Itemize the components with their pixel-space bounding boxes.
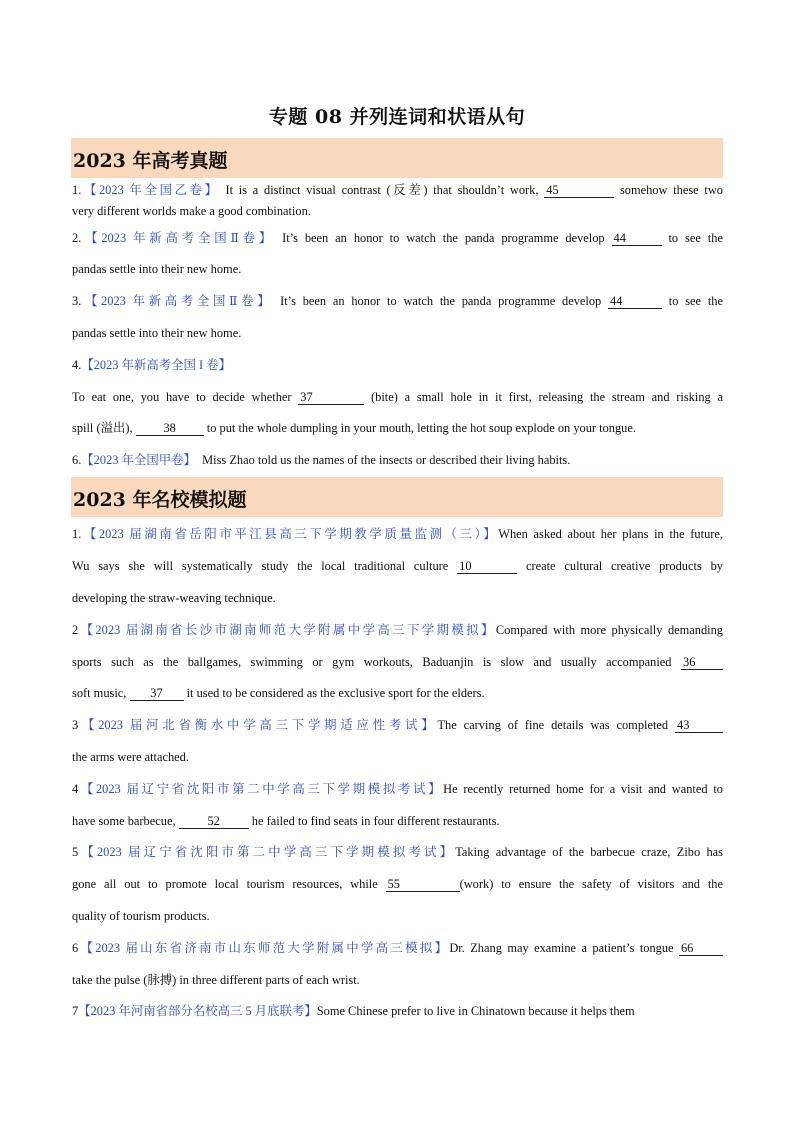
question-number: 5	[72, 845, 79, 859]
question-source: 【2023 届湖南省长沙市湖南师范大学附属中学高三下学期模拟】	[78, 623, 496, 637]
question-text: have some barbecue,	[72, 814, 176, 828]
question-text: sports such as the ballgames, swimming or gym workouts, Baduanjin is slow and usually accompanied	[72, 655, 672, 669]
question-line	[72, 230, 723, 246]
question-line	[72, 717, 723, 733]
question-number: 2.	[72, 231, 82, 245]
answer-blank: 55	[386, 878, 460, 892]
question-text: (bite) a small hole in it first, releasing the stream and risking a	[371, 390, 723, 404]
question-source: 【2023 年新高考全国 I 卷】	[81, 358, 232, 372]
answer-blank: 37	[130, 687, 184, 701]
question-text: to see the	[668, 294, 723, 308]
question-text: He recently returned home for a visit and wanted to	[443, 782, 723, 796]
section-heading: 2023 年高考真题	[73, 150, 228, 172]
question-text: somehow these two	[619, 183, 723, 197]
question-line	[72, 389, 723, 405]
question-line: very different worlds make a good combination.	[72, 204, 311, 218]
question-source: 【2023 年新高考全国Ⅱ卷】	[81, 294, 274, 308]
question-number: 6.	[72, 453, 82, 467]
question-number: 3.	[72, 294, 82, 308]
answer-blank: 45	[544, 184, 614, 198]
question-source: 【2023 年新高考全国Ⅱ卷】	[81, 231, 276, 245]
question-text: Wu says she will systematically study the local traditional culture	[72, 559, 449, 573]
question-text: When asked about her plans in the future,	[498, 527, 723, 541]
question-source: 【2023 年河南省部分名校高三 5 月底联考】	[78, 1004, 317, 1018]
question-line: quality of tourism products.	[72, 909, 210, 923]
question-text: to put the whole dumpling in your mouth, letting the hot soup explode on your tongue.	[206, 421, 636, 435]
question-number: 2	[72, 623, 79, 637]
question-number: 7	[72, 1004, 79, 1018]
answer-blank: 36	[681, 656, 723, 670]
question-text: Miss Zhao told us the names of the insects or described their living habits.	[202, 453, 571, 467]
question-text: to see the	[668, 231, 723, 245]
page-title: 专题 08 并列连词和状语从句	[268, 106, 526, 128]
question-line	[72, 813, 723, 829]
question-number: 1.	[72, 527, 82, 541]
question-source: 【2023 年全国甲卷】	[81, 453, 196, 467]
question-text: Dr. Zhang may examine a patient’s tongue	[449, 941, 674, 955]
section-heading: 2023 年名校模拟题	[73, 489, 247, 511]
question-line	[72, 182, 723, 198]
question-text: It’s been an honor to watch the panda programme develop	[282, 231, 605, 245]
question-line	[72, 452, 723, 468]
question-source: 【2023 届山东省济南市山东师范大学附属中学高三模拟】	[78, 941, 450, 955]
question-source: 【2023 届湖南省岳阳市平江县高三下学期教学质量监测（三）】	[81, 527, 499, 541]
question-number: 6	[72, 941, 79, 955]
question-line	[72, 781, 723, 797]
question-text: It’s been an honor to watch the panda programme develop	[280, 294, 602, 308]
answer-blank: 44	[612, 232, 662, 246]
question-text: create cultural creative products by	[525, 559, 723, 573]
question-source: 【2023 届辽宁省沈阳市第二中学高三下学期模拟考试】	[78, 845, 456, 859]
answer-blank: 43	[675, 719, 723, 733]
question-line	[72, 526, 723, 542]
question-text: it used to be considered as the exclusive sport for the elders.	[186, 686, 485, 700]
question-text: spill (溢出),	[72, 421, 133, 435]
question-number: 1.	[72, 183, 82, 197]
section-heading-band	[71, 477, 723, 517]
question-text: he failed to find seats in four different restaurants.	[251, 814, 500, 828]
question-number: 4	[72, 782, 79, 796]
question-line: pandas settle into their new home.	[72, 262, 242, 276]
answer-blank: 52	[179, 815, 249, 829]
question-line	[72, 1003, 723, 1019]
question-text: To eat one, you have to decide whether	[72, 390, 292, 404]
question-line	[72, 844, 723, 860]
question-line: the arms were attached.	[72, 750, 189, 764]
question-line	[72, 685, 723, 701]
question-line: developing the straw-weaving technique.	[72, 591, 276, 605]
question-text: (work) to ensure the safety of visitors and the	[459, 877, 723, 891]
question-source: 【2023 届辽宁省沈阳市第二中学高三下学期模拟考试】	[78, 782, 444, 796]
answer-blank: 38	[136, 422, 204, 436]
question-line	[72, 357, 723, 373]
section-heading-band	[71, 138, 723, 178]
question-text: It is a distinct visual contrast (反差) that shouldn’t work,	[225, 183, 539, 197]
question-text: Compared with more physically demanding	[495, 623, 723, 637]
question-line	[72, 654, 723, 670]
question-line	[72, 876, 723, 892]
question-text: soft music,	[72, 686, 127, 700]
question-line	[72, 940, 723, 956]
answer-blank: 10	[457, 560, 517, 574]
answer-blank: 37	[298, 391, 364, 405]
question-text: The carving of fine details was completed	[437, 718, 669, 732]
question-text: gone all out to promote local tourism resources, while	[72, 877, 378, 891]
question-line	[72, 622, 723, 638]
question-text: Taking advantage of the barbecue craze, Zibo has	[455, 845, 723, 859]
question-source: 【2023 届河北省衡水中学高三下学期适应性考试】	[78, 718, 438, 732]
question-line	[72, 558, 723, 574]
question-line	[72, 420, 723, 436]
question-number: 3	[72, 718, 79, 732]
question-text: Some Chinese prefer to live in Chinatown because it helps them	[316, 1004, 635, 1018]
answer-blank: 66	[679, 942, 723, 956]
question-line	[72, 293, 723, 309]
question-number: 4.	[72, 358, 82, 372]
question-line: take the pulse (脉搏) in three different parts of each wrist.	[72, 973, 360, 987]
answer-blank: 44	[608, 295, 662, 309]
question-source: 【2023 年全国乙卷】	[81, 183, 220, 197]
question-line: pandas settle into their new home.	[72, 326, 242, 340]
